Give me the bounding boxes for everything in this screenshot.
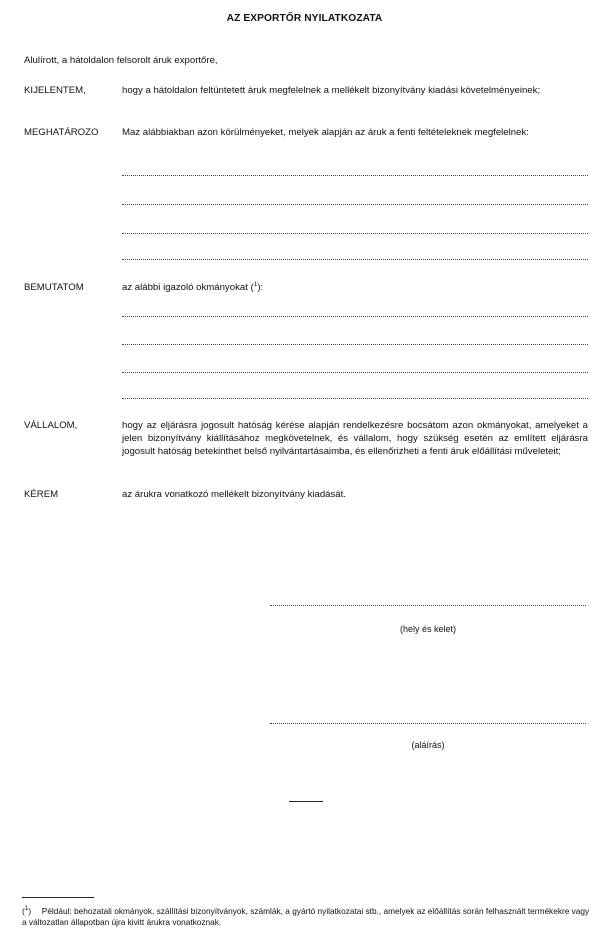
footnote [22,906,592,928]
label-meghatarozo: MEGHATÁROZO [24,127,99,138]
text-bemutatom-main: az alábbi igazoló okmányokat ( [122,282,254,293]
text-meghatarozo: Maz alábbiakban azon körülményeket, melyek alapján az áruk a fenti feltételeknek megfelelnek: [122,127,529,138]
text-kijelentem: hogy a hátoldalon feltüntetett áruk megfelelnek a mellékelt bizonyítvány kiadási követelményeinek; [122,85,541,96]
footnote-marker-close: ) [28,906,32,916]
document-title: AZ EXPORTŐR NYILATKOZATA [226,13,383,24]
text-bemutatom [122,281,588,294]
place-date-line[interactable] [270,605,586,606]
footnote-marker [22,906,31,916]
place-date-caption: (hely és kelet) [399,624,457,634]
label-kijelentem: KIJELENTEM, [24,85,86,96]
text-kerem: az árukra vonatkozó mellékelt bizonyítvány kiadását. [122,489,346,500]
label-vallalom: VÁLLALOM, [24,420,78,431]
dotted-line-2[interactable] [122,204,588,205]
signature-caption: (aláírás) [411,740,445,750]
signature-line[interactable] [270,723,586,724]
dotted-line-5[interactable] [122,316,588,317]
label-kerem: KÉREM [24,489,59,500]
label-bemutatom: BEMUTATOM [24,282,84,293]
text-vallalom: hogy az eljárásra jogosult hatóság kérése alapján rendelkezésre bocsátom azon okmányokat, amelyeket a jelen bizonyítvány kiállításához megkövetelnek, és vállalom, hogy szükség esetén az említett eljárásra jogosult hatóság betekinthet belső nyilvántartásaimba, és ellenőrizheti a fenti áruk előállítási műveleteit; [122,420,588,457]
footnote-rule [22,897,94,898]
text-bemutatom-end: ): [257,282,264,293]
dotted-line-6[interactable] [122,344,588,345]
dotted-line-1[interactable] [122,175,588,176]
dotted-line-3[interactable] [122,233,588,234]
footnote-ref-1: 1 [253,280,258,288]
footnote-marker-number: 1 [24,905,29,913]
dotted-line-8[interactable] [122,398,588,399]
dotted-line-4[interactable] [122,259,588,260]
dotted-line-7[interactable] [122,372,588,373]
intro-text: Alulírott, a hátoldalon felsorolt áruk exportőre, [24,55,218,66]
footnote-marker-open: ( [22,906,25,916]
footnote-text: Például: behozatali okmányok, szállítási bizonyítványok, számlák, a gyártó nyilatkozatai stb., amelyek az előállítás során felhasznált termékekre vagy a változatlan állapotban újra kivitt árukra vonatkoznak. [22,906,590,927]
separator-rule [289,801,323,802]
